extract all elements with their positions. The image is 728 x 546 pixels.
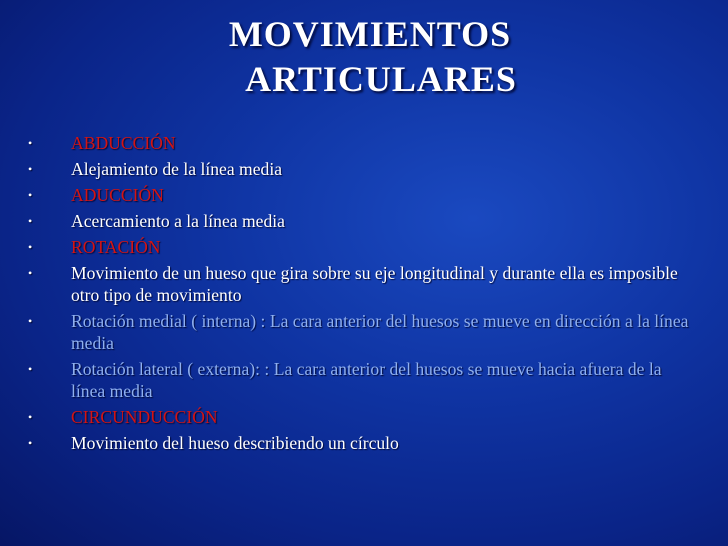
bullet-dot-icon: • [28, 162, 33, 176]
bullet-item-abduccion-desc [0, 158, 700, 180]
bullet-list [0, 132, 700, 458]
bullet-text: Rotación medial ( interna) : La cara anterior del huesos se mueve en dirección a la línea media [71, 311, 689, 353]
bullet-text: ADUCCIÓN [71, 185, 164, 205]
bullet-text: ABDUCCIÓN [71, 133, 176, 153]
bullet-dot-icon: • [28, 314, 33, 328]
bullet-text: ROTACIÓN [71, 237, 161, 257]
bullet-text: Rotación lateral ( externa): : La cara anterior del huesos se mueve hacia afuera de la línea media [71, 359, 662, 401]
title-line-2: ARTICULARES [245, 59, 517, 99]
title-line-1: MOVIMIENTOS [228, 14, 512, 54]
bullet-dot-icon: • [28, 436, 33, 450]
bullet-item-abduccion [0, 132, 700, 154]
bullet-dot-icon: • [28, 136, 33, 150]
bullet-item-circunduccion [0, 406, 700, 428]
bullet-text: CIRCUNDUCCIÓN [71, 407, 218, 427]
bullet-item-aduccion-desc [0, 210, 700, 232]
bullet-text: Movimiento de un hueso que gira sobre su eje longitudinal y durante ella es imposible otro tipo de movimiento [71, 263, 678, 305]
bullet-dot-icon: • [28, 188, 33, 202]
bullet-text: Alejamiento de la línea media [71, 159, 283, 179]
bullet-dot-icon: • [28, 410, 33, 424]
bullet-item-rotacion-desc [0, 262, 700, 306]
bullet-text: Acercamiento a la línea media [71, 211, 285, 231]
bullet-dot-icon: • [28, 214, 33, 228]
bullet-item-rotacion [0, 236, 700, 258]
bullet-text: Movimiento del hueso describiendo un círculo [71, 433, 399, 453]
bullet-dot-icon: • [28, 362, 33, 376]
bullet-item-aduccion [0, 184, 700, 206]
bullet-dot-icon: • [28, 266, 33, 280]
bullet-item-rotacion-medial [0, 310, 700, 354]
bullet-item-circunduccion-desc [0, 432, 700, 454]
slide-title [150, 12, 590, 102]
bullet-item-rotacion-lateral [0, 358, 700, 402]
bullet-dot-icon: • [28, 240, 33, 254]
